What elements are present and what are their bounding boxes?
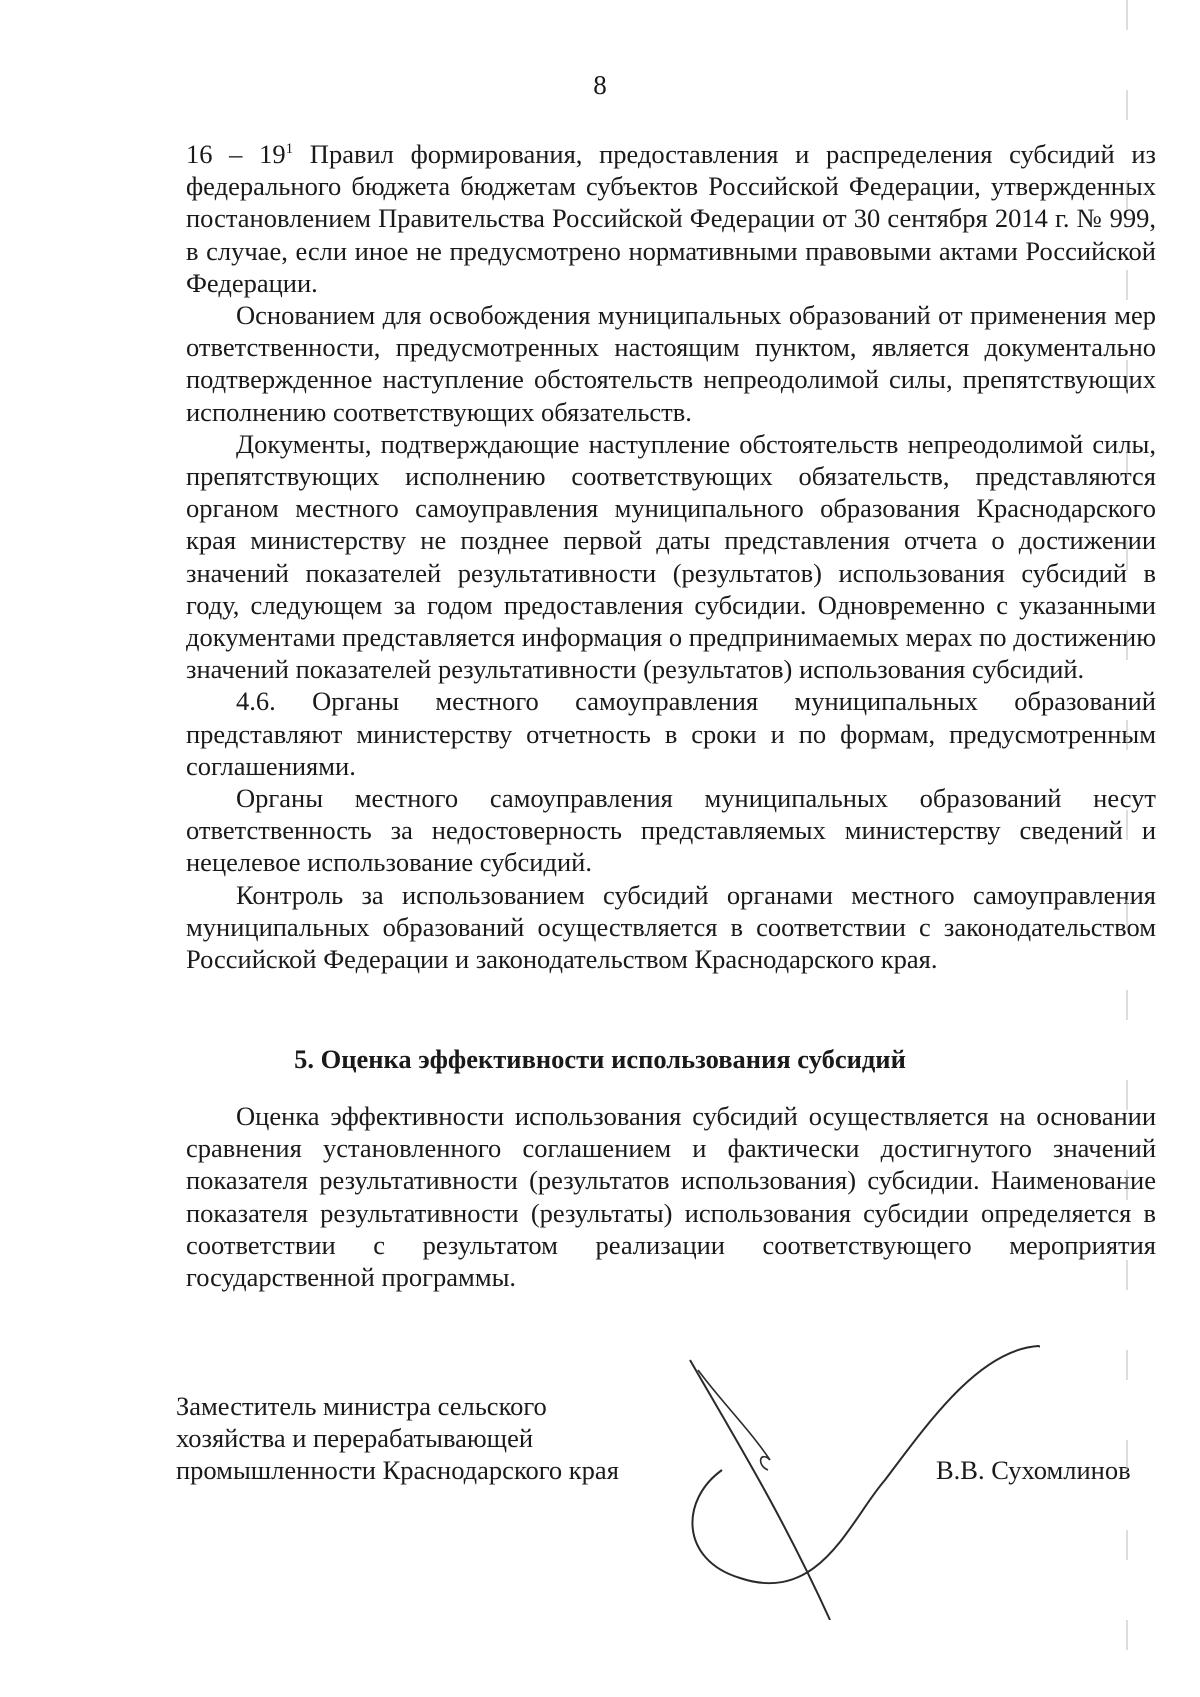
signature-stroke	[698, 1370, 770, 1470]
section-5-paragraph: Оценка эффективности использования субсидий осуществляется на основании сравнения установленного соглашением и фактически достигнутого значений показателя результативности (результатов использования) субсидии. Наименование показателя результативности (результаты) использования субсидии определяется в соответствии с результатом реализации соответствующего мероприятия государственной программы.	[186, 1101, 1156, 1293]
signer-title-line: промышленности Краснодарского края	[176, 1455, 619, 1485]
paragraph-force-majeure-documents: Документы, подтверждающие наступление обстоятельств непреодолимой силы, препятствующих исполнению соответствующих обязательств, представляются органом местного самоуправления муниципального образования Краснодарского края министерству не позднее первой даты представления отчета о достижении значений показателей результативности (результатов) использования субсидий в году, следующем за годом предоставления субсидии. Одновременно с указанными документами представляется информация о предпринимаемых мерах по достижению значений показателей результативности (результатов) использования субсидий.	[186, 428, 1156, 685]
paragraph-control: Контроль за использованием субсидий органами местного самоуправления муниципальных образований осуществляется в соответствии с законодательством Российской Федерации и законодательством Краснодарского края.	[186, 879, 1156, 975]
signer-title-line: Заместитель министра сельского	[176, 1391, 547, 1421]
body-text	[186, 138, 1156, 975]
paragraph-continuation	[186, 138, 1156, 299]
scan-edge-artifact	[1126, 0, 1128, 1697]
rule-superscript: 1	[285, 141, 294, 158]
paragraph-4-6-reporting: 4.6. Органы местного самоуправления муниципальных образований представляют министерству отчетность в сроки и по формам, предусмотренным соглашениями.	[186, 686, 1156, 781]
paragraph-continuation-text: Правил формирования, предоставления и распределения субсидий из федерального бюджета бюджетам субъектов Российской Федерации, утвержденных постановлением Правительства Российской Федерации от 30 сентября 2014 г. № 999, в случае, если иное не предусмотрено нормативными правовыми актами Российской Федерации.	[186, 139, 1157, 298]
paragraph-responsibility: Органы местного самоуправления муниципальных образований несут ответственность за недостоверность представляемых министерству сведений и нецелевое использование субсидий.	[186, 783, 1156, 878]
paragraph-force-majeure-basis: Основанием для освобождения муниципальных образований от применения мер ответственности, предусмотренных настоящим пунктом, является документально подтвержденное наступление обстоятельств непреодолимой силы, препятствующих исполнению соответствующих обязательств.	[186, 300, 1156, 427]
signer-title-line: хозяйства и перерабатывающей	[176, 1423, 534, 1453]
section-5-heading: 5. Оценка эффективности использования субсидий	[294, 1044, 906, 1074]
page-number: 8	[593, 70, 607, 100]
signer-name: В.В. Сухомлинов	[936, 1455, 1131, 1485]
rule-range: 16 – 19	[186, 139, 286, 169]
signer-title	[176, 1390, 619, 1486]
section-5-body	[186, 1100, 1156, 1293]
